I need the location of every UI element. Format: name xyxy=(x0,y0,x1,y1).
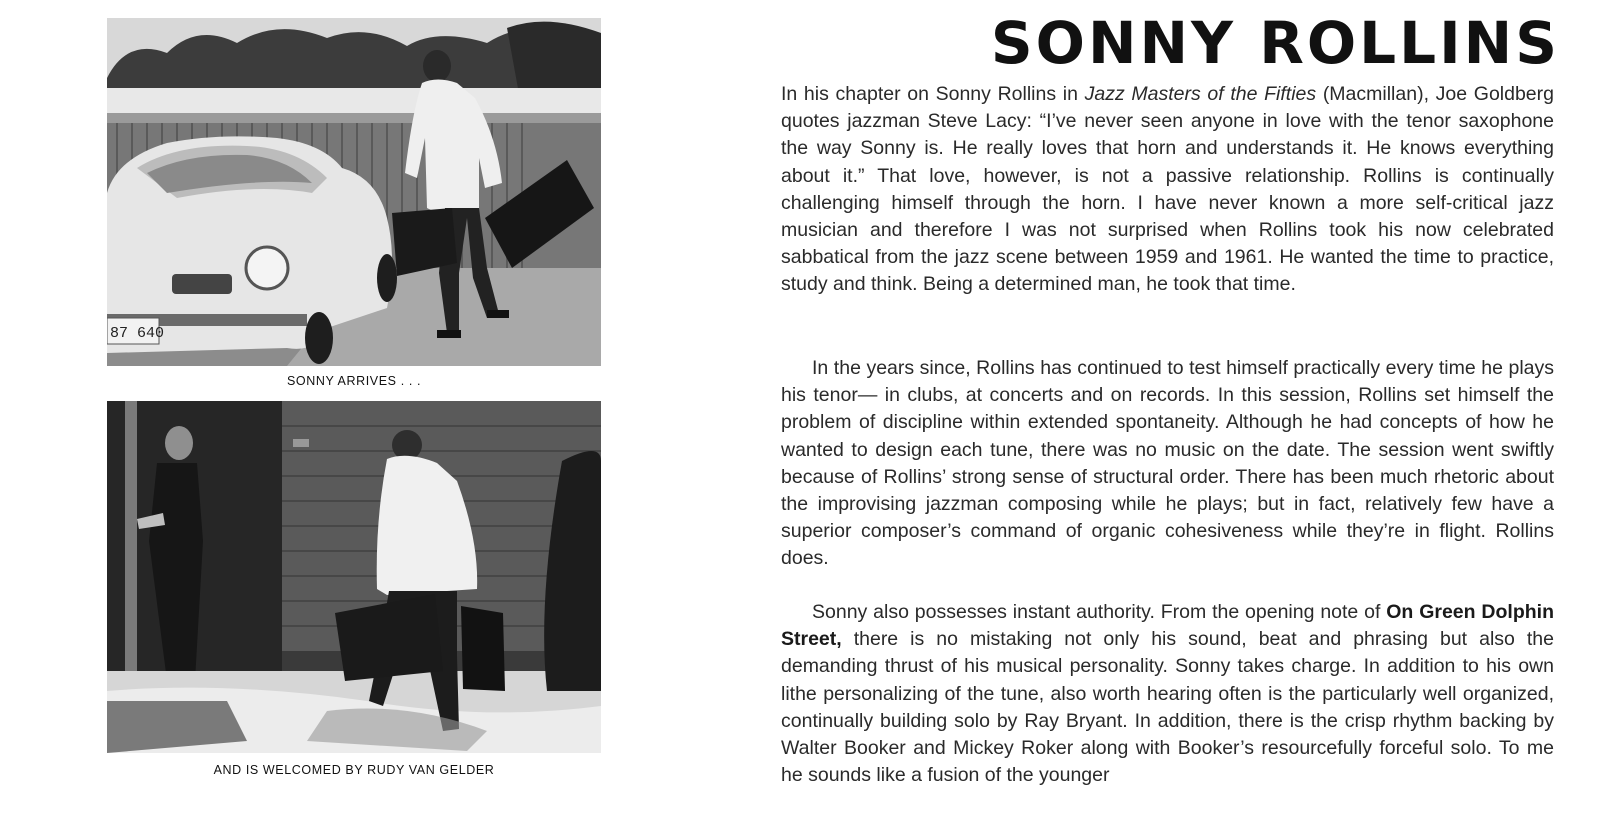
paragraph-3-body: there is no mistaking not only his sound, beat and phrasing but also the demanding thrust of his musical personality. Sonny takes charge. In addition to his own lithe personalizing of the tune, also worth hearing often is the particularly well organized, continually building solo by Ray Bryant. In addition, there is the crisp rhythm backing by Walter Booker and Mickey Roker along with Booker’s resourcefully forceful solo. To me he sounds like a fusion of the younger xyxy=(781,628,1554,787)
photo-caption-welcomed: AND IS WELCOMED BY RUDY VAN GELDER xyxy=(213,763,495,777)
article-paragraph-3 xyxy=(781,599,1554,791)
license-plate: 87 640 xyxy=(110,325,165,342)
page-title: SONNY ROLLINS xyxy=(990,9,1560,77)
paragraph-1-body: (Macmillan), Joe Goldberg quotes jazzman Steve Lacy: “I’ve never seen anyone in love with the tenor saxophone the way Sonny is. He really loves that horn and understands it. He knows everything about it.” That love, however, is not a passive relationship. Rollins is continually challenging himself through the horn. I have never known a more self-critical jazz musician and therefore I was not surprised when Rollins took his now celebrated sabbatical from the jazz scene between 1959 and 1961. He wanted the time to practice, study and think. Being a determined man, he took that time. xyxy=(781,83,1554,296)
photo-welcomed-by-rudy-van-gelder xyxy=(107,401,601,753)
article-paragraph-2: In the years since, Rollins has continued to test himself practically every time he plays his tenor— in clubs, at concerts and on records. In this session, Rollins set himself the problem of discipline within extended spontaneity. Although he had concepts of how he wanted to design each tune, there was no music on the date. The session went swiftly because of Rollins’ strong sense of structural order. There has been much rhetoric about the improvising jazzman composing while he plays; but in fact, relatively few have a superior composer’s command of organic cohesiveness while they’re in flight. Rollins does. xyxy=(781,357,1554,570)
book-title: Jazz Masters of the Fifties xyxy=(1084,83,1317,105)
paragraph-3-intro: Sonny also possesses instant authority. From the opening note of xyxy=(812,601,1387,623)
photo-sonny-arrives-image xyxy=(107,18,601,366)
tune-title: On Green Dolphin Street, xyxy=(781,601,1554,651)
paragraph-1-intro: In his chapter on Sonny Rollins in xyxy=(781,83,1085,105)
photo-sonny-arrives xyxy=(107,18,601,366)
photo-welcomed-image xyxy=(107,401,601,753)
article-paragraph-1 xyxy=(781,81,1554,299)
photo-caption-arrives: SONNY ARRIVES . . . xyxy=(286,374,422,388)
